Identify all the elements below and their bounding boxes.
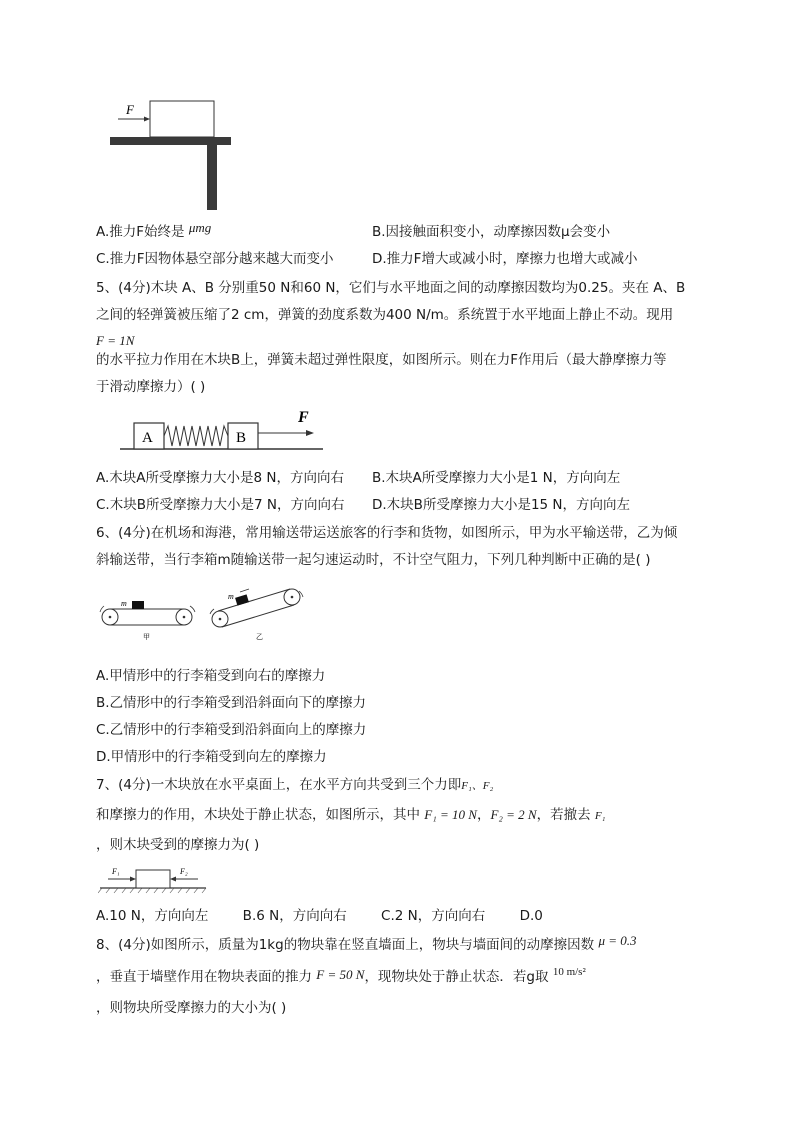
q6-option-b: B.乙情形中的行李箱受到沿斜面向下的摩擦力 — [96, 695, 367, 711]
q7-line-2: 和摩擦力的作用，木块处于静止状态，如图所示，其中 F₁ = 10 N，F₂ = 2 N，若撤去 F₁ — [96, 807, 606, 823]
q4-option-b: B.因接触面积变小，动摩擦因数μ会变小 — [372, 224, 611, 240]
q6-figure — [96, 582, 326, 642]
q7-line-3: ，则木块受到的摩擦力为( ) — [96, 837, 260, 853]
q6-m-label-2: m — [228, 592, 234, 601]
q5-block-b-label: B — [236, 430, 247, 446]
q4-option-d: D.推力F增大或减小时，摩擦力也增大或减小 — [372, 251, 638, 267]
q5-option-d: D.木块B所受摩擦力大小是15 N，方向向左 — [372, 497, 631, 513]
q6-option-a: A.甲情形中的行李箱受到向右的摩擦力 — [96, 668, 326, 684]
q7-options: A.10 N，方向向左 B.6 N，方向向右 C.2 N，方向向右 D.0 — [96, 908, 543, 924]
q8-line-2: ，垂直于墙壁作用在物块表面的推力 F = 50 N，现物块处于静止状态．若g取 $^{10 m/s^2}$ — [96, 966, 586, 985]
q5-option-b: B.木块A所受摩擦力大小是1 N，方向向左 — [372, 470, 621, 486]
q6-m-label-1: m — [121, 599, 127, 608]
q6-yi-label: 乙 — [256, 633, 263, 641]
q7-f2-label: F₂ — [180, 867, 188, 876]
q7-f1-label: F₁ — [112, 867, 120, 876]
q8-line-3: ，则物块所受摩擦力的大小为( ) — [96, 1000, 287, 1016]
q5-line-2: 之间的轻弹簧被压缩了2 cm，弹簧的劲度系数为400 N/m。系统置于水平地面上静止不动。现用 — [96, 307, 674, 323]
q6-line-2: 斜输送带，当行李箱m随输送带一起匀速运动时，不计空气阻力，下列几种判断中正确的是( ) — [96, 552, 651, 568]
q5-line-4: 于滑动摩擦力）( ) — [96, 379, 206, 395]
q6-line-1: 6、(4分)在机场和海港，常用输送带运送旅客的行李和货物，如图所示，甲为水平输送带，乙为倾 — [96, 525, 678, 541]
q7-figure — [98, 864, 210, 894]
q7-line-1: 7、(4分)一木块放在水平桌面上，在水平方向共受到三个力即F₁、F₂ — [96, 777, 494, 793]
q6-jia-label: 甲 — [143, 633, 150, 641]
q8-line-1: 8、(4分)如图所示，质量为1kg的物块靠在竖直墙面上，物块与墙面间的动摩擦因数 μ = 0.3 — [96, 933, 637, 953]
q5-block-a-label: A — [142, 430, 153, 446]
q4-figure — [106, 96, 236, 212]
q5-line-1: 5、(4分)木块 A、B 分别重50 N和60 N，它们与水平地面之间的动摩擦因数均为0.25。夹在 A、B — [96, 280, 686, 296]
q5-line-3: 的水平拉力作用在木块B上，弹簧未超过弹性限度，如图所示。则在力F作用后（最大静摩擦力等 — [96, 352, 667, 368]
q5-formula: F = 1N — [96, 333, 135, 348]
q6-option-d: D.甲情形中的行李箱受到向左的摩擦力 — [96, 749, 327, 765]
q4-force-label: F — [126, 102, 134, 117]
q5-option-a: A.木块A所受摩擦力大小是8 N，方向向右 — [96, 470, 345, 486]
q5-figure — [118, 406, 328, 452]
q4-option-a: A.推力F始终是 μmg — [96, 220, 212, 240]
q6-option-c: C.乙情形中的行李箱受到沿斜面向上的摩擦力 — [96, 722, 367, 738]
q5-force-label: F — [298, 409, 309, 426]
q4-option-c: C.推力F因物体悬空部分越来越大而变小 — [96, 251, 334, 267]
q5-option-c: C.木块B所受摩擦力大小是7 N，方向向右 — [96, 497, 345, 513]
